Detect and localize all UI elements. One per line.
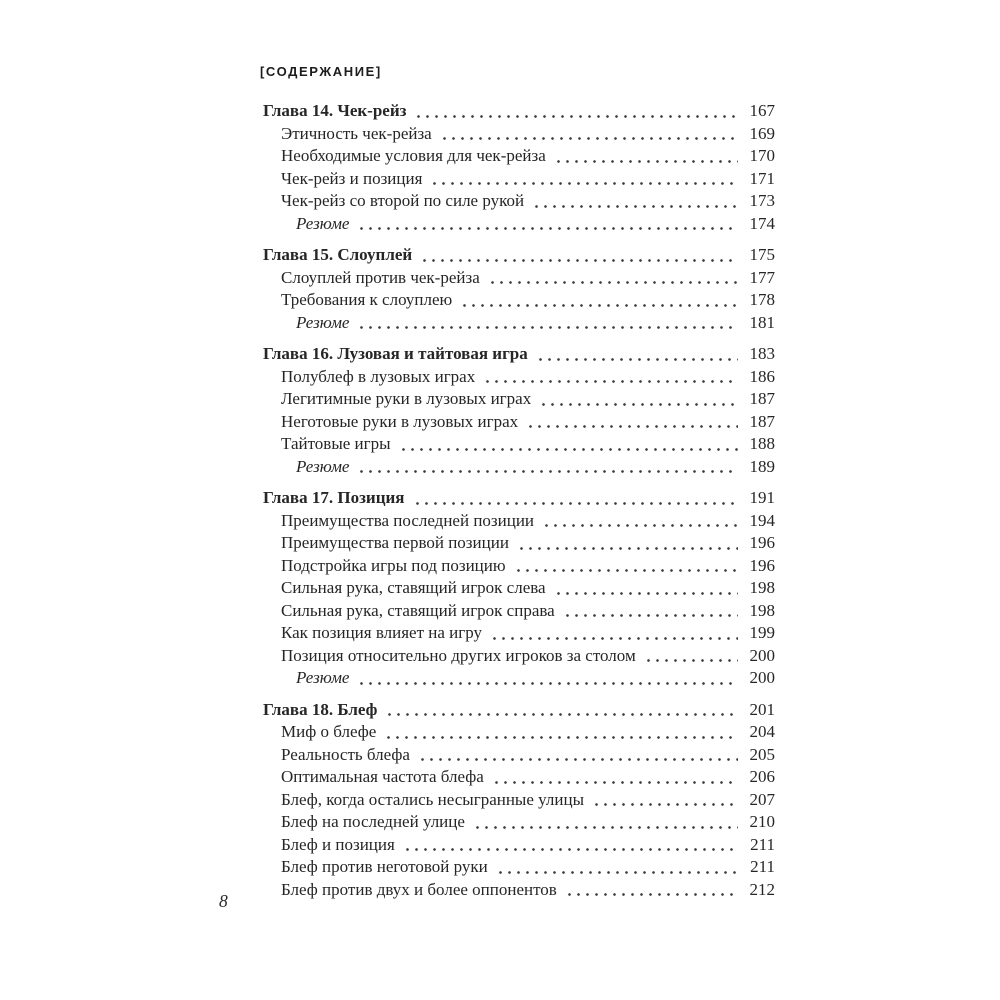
dot-leader xyxy=(565,892,738,897)
dot-leader xyxy=(496,870,738,875)
toc-item-row xyxy=(263,190,775,213)
toc-item-row xyxy=(263,433,775,456)
toc-chapter-row-label: Глава 16. Лузовая и тайтовая игра xyxy=(263,344,528,363)
dot-leader xyxy=(460,303,738,308)
page-ref: 169 xyxy=(749,123,775,143)
dot-leader xyxy=(357,325,738,330)
toc-item-row xyxy=(263,622,775,645)
page-ref: 210 xyxy=(749,812,775,831)
page-ref: 167 xyxy=(749,101,775,120)
dot-leader xyxy=(554,159,738,164)
dot-leader xyxy=(532,204,738,209)
page-ref: 194 xyxy=(749,510,775,530)
toc-item-row-label: Оптимальная частота блефа xyxy=(281,767,484,786)
dot-leader xyxy=(539,402,738,407)
page-ref: 173 xyxy=(749,191,775,210)
toc-item-row xyxy=(263,600,775,623)
page-ref: 177 xyxy=(749,267,775,287)
dot-leader xyxy=(403,847,738,852)
toc-item-row-label: Позиция относительно других игроков за столом xyxy=(281,645,636,665)
page-ref: 178 xyxy=(749,290,775,309)
dot-leader xyxy=(385,712,738,717)
page-ref: 171 xyxy=(749,168,775,188)
toc-item-row xyxy=(263,766,775,789)
page-ref: 187 xyxy=(749,411,775,431)
dot-leader xyxy=(413,501,738,506)
dot-leader xyxy=(418,757,738,762)
dot-leader xyxy=(357,681,738,686)
toc-item-row xyxy=(263,789,775,812)
toc-chapter-row xyxy=(263,699,775,722)
page-ref: 196 xyxy=(749,555,775,575)
toc-chapter-row-label: Глава 18. Блеф xyxy=(263,699,378,719)
page-ref: 188 xyxy=(749,434,775,453)
toc-item-row xyxy=(263,645,775,668)
dot-leader xyxy=(554,591,738,596)
page-ref: 206 xyxy=(749,767,775,786)
dot-leader xyxy=(563,613,738,618)
toc-item-row-label: Резюме xyxy=(296,213,350,233)
dot-leader xyxy=(414,114,738,119)
toc-section xyxy=(263,244,775,334)
toc-item-row-label: Этичность чек-рейза xyxy=(281,123,432,143)
toc-item-row xyxy=(263,856,775,879)
toc-header: [СОДЕРЖАНИЕ] xyxy=(260,64,382,79)
dot-leader xyxy=(483,379,738,384)
toc-item-row xyxy=(263,744,775,767)
toc-section xyxy=(263,100,775,235)
toc-item-row xyxy=(263,811,775,834)
page-ref: 211 xyxy=(750,834,775,854)
page-ref: 198 xyxy=(749,578,775,597)
dot-leader xyxy=(517,546,738,551)
page-ref: 211 xyxy=(750,857,775,876)
page-ref: 186 xyxy=(749,366,775,386)
toc-item-row xyxy=(263,267,775,290)
toc-item-row-label: Подстройка игры под позицию xyxy=(281,555,506,575)
toc-item-row-label: Блеф, когда остались несыгранные улицы xyxy=(281,789,585,809)
dot-leader xyxy=(473,825,738,830)
dot-leader xyxy=(644,658,738,663)
page-ref: 200 xyxy=(749,645,775,665)
toc-item-row-label: Как позиция влияет на игру xyxy=(281,623,483,642)
dot-leader xyxy=(536,357,738,362)
toc-item-row xyxy=(263,456,775,479)
page-ref: 175 xyxy=(749,245,775,264)
toc-item-row-label: Резюме xyxy=(296,456,350,476)
toc-chapter-row xyxy=(263,343,775,366)
toc-item-row xyxy=(263,532,775,555)
toc-item-row xyxy=(263,168,775,191)
toc-section xyxy=(263,487,775,690)
toc-item-row xyxy=(263,879,775,902)
toc-item-row-label: Блеф на последней улице xyxy=(281,812,465,831)
toc-list xyxy=(263,100,775,901)
page-ref: 207 xyxy=(749,789,775,809)
toc-item-row xyxy=(263,411,775,434)
toc-chapter-row xyxy=(263,244,775,267)
page-ref: 187 xyxy=(749,389,775,408)
page-ref: 174 xyxy=(749,213,775,233)
page-ref: 212 xyxy=(749,879,775,899)
page-ref: 170 xyxy=(749,146,775,165)
toc-item-row-label: Сильная рука, ставящий игрок слева xyxy=(281,578,546,597)
toc-item-row-label: Легитимные руки в лузовых играх xyxy=(281,389,532,408)
dot-leader xyxy=(357,226,738,231)
dot-leader xyxy=(420,258,738,263)
toc-item-row xyxy=(263,834,775,857)
toc-item-row xyxy=(263,213,775,236)
toc-item-row-label: Требования к слоуплею xyxy=(281,290,453,309)
dot-leader xyxy=(384,735,738,740)
page-ref: 191 xyxy=(749,488,775,507)
page-ref: 205 xyxy=(749,744,775,764)
toc-item-row-label: Сильная рука, ставящий игрок справа xyxy=(281,600,555,620)
page-ref: 189 xyxy=(749,456,775,476)
page-ref: 183 xyxy=(749,344,775,363)
toc-item-row-label: Преимущества первой позиции xyxy=(281,533,509,552)
toc-item-row-label: Чек-рейз и позиция xyxy=(281,168,423,188)
toc-item-row-label: Реальность блефа xyxy=(281,744,410,764)
toc-chapter-row xyxy=(263,100,775,123)
toc-section xyxy=(263,699,775,902)
page-ref: 200 xyxy=(749,668,775,687)
dot-leader xyxy=(542,523,738,528)
dot-leader xyxy=(488,280,738,285)
toc-chapter-row-label: Глава 14. Чек-рейз xyxy=(263,101,407,120)
dot-leader xyxy=(514,568,738,573)
toc-item-row-label: Чек-рейз со второй по силе рукой xyxy=(281,191,525,210)
toc-item-row xyxy=(263,145,775,168)
toc-chapter-row xyxy=(263,487,775,510)
toc-item-row xyxy=(263,577,775,600)
toc-item-row xyxy=(263,667,775,690)
dot-leader xyxy=(440,136,738,141)
toc-item-row xyxy=(263,366,775,389)
toc-item-row-label: Резюме xyxy=(296,668,350,687)
toc-chapter-row-label: Глава 17. Позиция xyxy=(263,488,405,507)
toc-item-row-label: Неготовые руки в лузовых играх xyxy=(281,411,519,431)
toc-item-row-label: Тайтовые игры xyxy=(281,434,391,453)
toc-item-row xyxy=(263,388,775,411)
toc-section xyxy=(263,343,775,478)
dot-leader xyxy=(526,424,738,429)
page-number: 8 xyxy=(219,891,228,911)
toc-item-row-label: Миф о блефе xyxy=(281,722,377,741)
toc-chapter-row-label: Глава 15. Слоуплей xyxy=(263,245,413,264)
page-ref: 198 xyxy=(749,600,775,620)
toc-item-row-label: Слоуплей против чек-рейза xyxy=(281,267,480,287)
toc-item-row-label: Резюме xyxy=(296,312,350,332)
page-ref: 181 xyxy=(749,312,775,332)
dot-leader xyxy=(492,780,738,785)
dot-leader xyxy=(592,802,738,807)
toc-item-row-label: Преимущества последней позиции xyxy=(281,510,535,530)
toc-item-row-label: Необходимые условия для чек-рейза xyxy=(281,146,546,165)
page-ref: 204 xyxy=(749,722,775,741)
toc-item-row-label: Блеф против неготовой руки xyxy=(281,857,488,876)
toc-item-row xyxy=(263,123,775,146)
toc-item-row xyxy=(263,555,775,578)
toc-item-row xyxy=(263,510,775,533)
dot-leader xyxy=(430,181,738,186)
toc-item-row-label: Блеф против двух и более оппонентов xyxy=(281,879,557,899)
toc-item-row-label: Полублеф в лузовых играх xyxy=(281,366,476,386)
dot-leader xyxy=(357,469,738,474)
toc-item-row-label: Блеф и позиция xyxy=(281,834,395,854)
toc-item-row xyxy=(263,721,775,744)
page-ref: 196 xyxy=(749,533,775,552)
page-ref: 201 xyxy=(749,699,775,719)
dot-leader xyxy=(399,447,738,452)
dot-leader xyxy=(490,636,738,641)
toc-item-row xyxy=(263,312,775,335)
page-ref: 199 xyxy=(749,623,775,642)
toc-item-row xyxy=(263,289,775,312)
